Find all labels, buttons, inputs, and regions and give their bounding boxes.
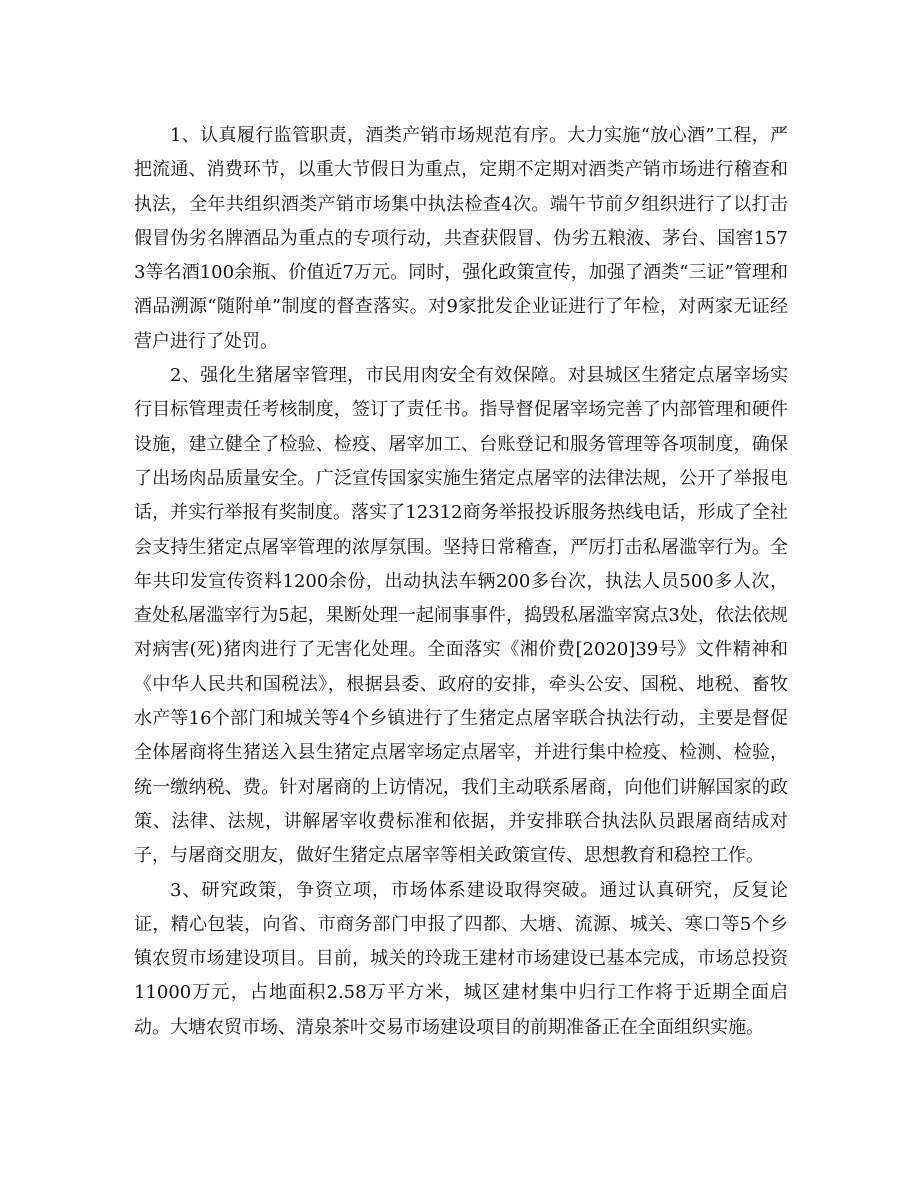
paragraph-market-system-construction: 3、研究政策，争资立项，市场体系建设取得突破。通过认真研究，反复论证，精心包装，向省、市商务部门申报了四都、大塘、流源、城关、寒口等5个乡镇农贸市场建设项目。目前，城关的玲珑王建材市场建设已基本完成，市场总投资11000万元，占地面积2.58万平方米，城区建材集中归行工作将于近期全面启动。大塘农贸市场、清泉茶叶交易市场建设项目的前期准备正在全面组织实施。 bbox=[134, 879, 788, 1038]
paragraph-pig-slaughter-management: 2、强化生猪屠宰管理，市民用肉安全有效保障。对县城区生猪定点屠宰场实行目标管理责任考核制度，签订了责任书。指导督促屠宰场完善了内部管理和硬件设施，建立健全了检验、检疫、屠宰加工、台账登记和服务管理等各项制度，确保了出场肉品质量安全。广泛宣传国家实施生猪定点屠宰的法律法规，公开了举报电话，并实行举报有奖制度。落实了12312商务举报投诉服务热线电话，形成了全社会支持生猪定点屠宰管理的浓厚氛围。坚持日常稽查，严厉打击私屠滥宰行为。全年共印发宣传资料1200余份，出动执法车辆200多台次，执法人员500多人次，查处私屠滥宰行为5起，果断处理一起闹事事件，捣毁私屠滥宰窝点3处，依法依规对病害(死)猪肉进行了无害化处理。全面落实《湘价费[2020]39号》文件精神和《中华人民共和国税法》，根据县委、政府的安排，牵头公安、国税、地税、畜牧水产等16个部门和城关等4个乡镇进行了生猪定点屠宰联合执法行动，主要是督促全体屠商将生猪送入县生猪定点屠宰场定点屠宰，并进行集中检疫、检测、检验，统一缴纳税、费。针对屠商的上访情况，我们主动联系屠商，向他们讲解国家的政策、法律、法规，讲解屠宰收费标准和依据，并安排联合执法队员跟屠商结成对子，与屠商交朋友，做好生猪定点屠宰等相关政策宣传、思想教育和稳控工作。 bbox=[134, 365, 788, 867]
paragraph-liquor-supervision: 1、认真履行监管职责，酒类产销市场规范有序。大力实施“放心酒”工程，严把流通、消费环节，以重大节假日为重点，定期不定期对酒类产销市场进行稽查和执法，全年共组织酒类产销市场集中执法检查4次。端午节前夕组织进行了以打击假冒伪劣名牌酒品为重点的专项行动，共查获假冒、伪劣五粮液、茅台、国窖1573等名酒100余瓶、价值近7万元。同时，强化政策宣传，加强了酒类“三证”管理和酒品溯源“随附单”制度的督查落实。对9家批发企业证进行了年检，对两家无证经营户进行了处罚。 bbox=[134, 125, 788, 352]
document-body bbox=[134, 119, 788, 1045]
